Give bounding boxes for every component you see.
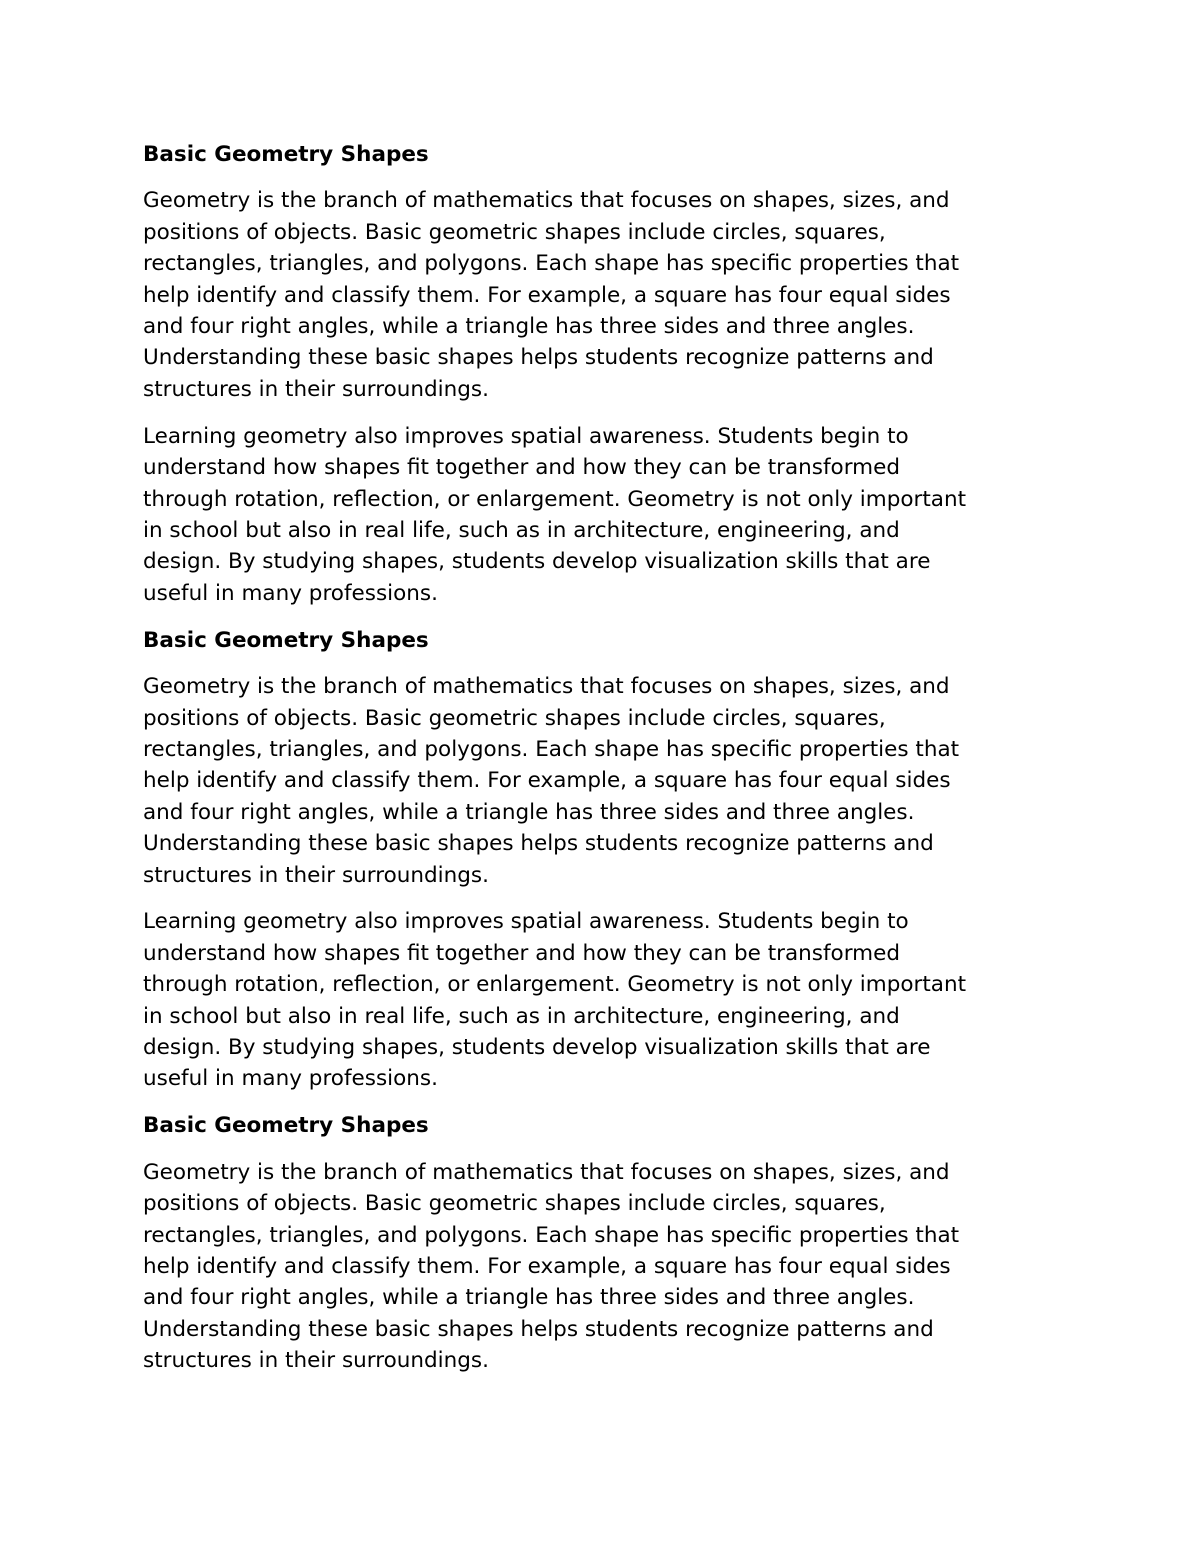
paragraph-line: understand how shapes fit together and how they can be transformed [143,455,900,481]
paragraph-line: positions of objects. Basic geometric shapes include circles, squares, [143,705,886,731]
paragraph-line: Geometry is the branch of mathematics that focuses on shapes, sizes, and [143,188,950,214]
section-heading: Basic Geometry Shapes [143,627,429,653]
body-paragraph [143,1157,1083,1377]
paragraph-line: positions of objects. Basic geometric shapes include circles, squares, [143,1191,886,1217]
paragraph-line: useful in many professions. [143,1066,438,1092]
paragraph-line: Understanding these basic shapes helps students recognize patterns and [143,831,934,857]
paragraph-line: help identify and classify them. For example, a square has four equal sides [143,1254,951,1279]
document-body [143,139,1083,1392]
paragraph-line: and four right angles, while a triangle has three sides and three angles. [143,314,915,340]
paragraph-line: help identify and classify them. For example, a square has four equal sides [143,282,951,308]
paragraph-line: design. By studying shapes, students develop visualization skills that are [143,1035,931,1061]
paragraph-line: rectangles, triangles, and polygons. Each shape has specific properties that [143,736,960,762]
paragraph-line: and four right angles, while a triangle has three sides and three angles. [143,799,915,825]
paragraph-line: rectangles, triangles, and polygons. Each shape has specific properties that [143,251,960,277]
paragraph-line: Understanding these basic shapes helps students recognize patterns and [143,1316,934,1342]
paragraph-line: through rotation, reflection, or enlargement. Geometry is not only important [143,486,967,512]
body-paragraph [143,421,1083,609]
paragraph-line: help identify and classify them. For example, a square has four equal sides [143,768,951,794]
paragraph-line: in school but also in real life, such as in architecture, engineering, and [143,1003,900,1029]
section-heading: Basic Geometry Shapes [143,1113,429,1139]
paragraph-line: Geometry is the branch of mathematics that focuses on shapes, sizes, and [143,674,950,700]
paragraph-line: useful in many professions. [143,580,438,606]
paragraph-line: rectangles, triangles, and polygons. Each shape has specific properties that [143,1222,960,1248]
paragraph-line: Understanding these basic shapes helps students recognize patterns and [143,345,934,371]
paragraph-line: structures in their surroundings. [143,376,489,402]
paragraph-line: and four right angles, while a triangle has three sides and three angles. [143,1285,915,1311]
section-heading: Basic Geometry Shapes [143,142,429,167]
body-paragraph [143,185,1083,405]
paragraph-line: in school but also in real life, such as in architecture, engineering, and [143,517,900,543]
body-paragraph [143,671,1083,891]
body-paragraph [143,906,1083,1094]
paragraph-line: positions of objects. Basic geometric shapes include circles, squares, [143,219,886,245]
paragraph-line: Learning geometry also improves spatial awareness. Students begin to [143,423,909,449]
paragraph-line: understand how shapes fit together and how they can be transformed [143,940,900,966]
paragraph-line: Learning geometry also improves spatial awareness. Students begin to [143,909,909,935]
paragraph-line: design. By studying shapes, students develop visualization skills that are [143,549,931,575]
paragraph-line: structures in their surroundings. [143,862,489,888]
paragraph-line: through rotation, reflection, or enlargement. Geometry is not only important [143,972,967,998]
paragraph-line: Geometry is the branch of mathematics that focuses on shapes, sizes, and [143,1159,950,1185]
paragraph-line: structures in their surroundings. [143,1348,489,1374]
